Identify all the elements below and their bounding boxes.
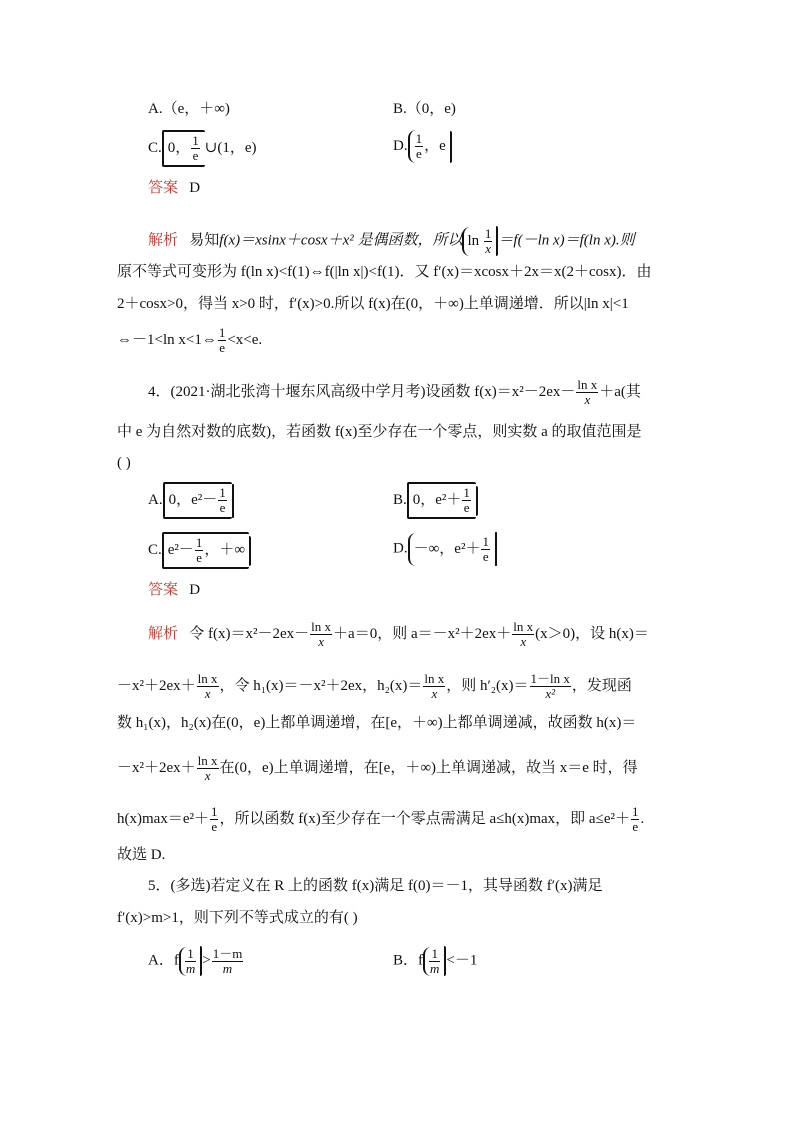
answer-label: 答案 bbox=[148, 180, 179, 196]
q3-option-d-label: D. bbox=[393, 137, 408, 154]
text: ⇔－1<ln x<1⇔ bbox=[117, 331, 217, 348]
fraction: $\frac{1}{e}$ bbox=[482, 533, 489, 564]
text: f(x)＝xsinx＋cosx＋x² 是偶函数，所以 bbox=[219, 232, 463, 249]
fraction: $\frac{\text{ln x}}{x}$ bbox=[577, 377, 598, 407]
fraction: $\frac{\text{ln x}}{x}$ bbox=[513, 619, 534, 649]
bracket bbox=[476, 486, 478, 516]
fraction: $\frac{1}{e}$ bbox=[210, 804, 218, 834]
q3-analysis-line-3: 2＋cosx>0，得当 x>0 时，f′(x)>0.所以 f(x)在(0，＋∞)上单调递增．所以|ln x|<1 bbox=[117, 296, 629, 312]
text: (x＞0)，设 h(x)＝ bbox=[535, 625, 649, 642]
q4-stem-line-3: ( ) bbox=[117, 455, 131, 471]
q3-option-c-tail: ∪(1，e) bbox=[204, 139, 257, 156]
option-label: A. bbox=[148, 491, 163, 508]
interval bbox=[408, 533, 495, 566]
q4-stem-line-2: 中 e 为自然对数的底数)，若函数 f(x)至少存在一个零点，则实数 a 的取值范围是 bbox=[117, 424, 642, 440]
text: . bbox=[640, 810, 645, 827]
q4-option-c bbox=[148, 532, 251, 569]
q5-option-a bbox=[148, 946, 244, 976]
option-label: D. bbox=[393, 540, 408, 557]
interval bbox=[163, 482, 232, 519]
analysis-label: 解析 bbox=[148, 232, 179, 249]
q4-option-b bbox=[393, 482, 478, 519]
q4-option-a bbox=[148, 482, 234, 519]
bracket bbox=[450, 131, 452, 163]
text: 在(0，e)上单调递增，在[e，＋∞)上单调递减，故当 x＝e 时，得 bbox=[219, 759, 638, 776]
text: ＝f(－ln x)＝f(ln x).则 bbox=[498, 232, 635, 249]
fraction: $\frac{1}{e}$ bbox=[463, 485, 470, 515]
text: ，发现函 bbox=[571, 677, 632, 694]
answer-label: 答案 bbox=[148, 582, 179, 598]
q3-option-c-interval: 0， $\frac{1}{e}$ bbox=[162, 130, 205, 167]
q3-option-d bbox=[393, 130, 452, 163]
text: 0，e²－ bbox=[168, 491, 218, 508]
answer-value: D bbox=[189, 582, 201, 598]
fraction: $\frac{\text{1－ln x}}{\text{x²}}$ bbox=[530, 671, 570, 701]
text: 易知 bbox=[189, 232, 220, 249]
q4-option-d bbox=[393, 532, 497, 566]
fraction: $\frac{1}{e}$ bbox=[218, 325, 226, 355]
fraction: $\frac{1}{x}$ bbox=[484, 225, 492, 256]
text: e²－ bbox=[167, 541, 194, 558]
text: <x<e. bbox=[227, 331, 263, 348]
q3-answer bbox=[148, 178, 200, 198]
q3-option-a: A.（e，＋∞) bbox=[148, 101, 230, 117]
q3-analysis-line-1 bbox=[148, 226, 635, 256]
text: 令 f(x)＝x²－2ex－ bbox=[189, 625, 310, 642]
q4-analysis-line-4 bbox=[117, 754, 638, 783]
text: h(x)max＝e²＋ bbox=[117, 810, 209, 827]
q5-option-b bbox=[393, 946, 477, 976]
q5-stem-line-2: f′(x)>m>1，则下列不等式成立的有( ) bbox=[117, 910, 358, 926]
q4-answer bbox=[148, 580, 200, 600]
text: ，＋∞ bbox=[204, 541, 246, 558]
text: > bbox=[202, 952, 211, 969]
text: ，则 h′₂(x)＝ bbox=[446, 677, 529, 694]
text: ＋a(其 bbox=[599, 383, 641, 400]
q3-option-d-interval: $\frac{1}{e}$ ，e bbox=[408, 130, 450, 163]
q4-analysis-line-6: 故选 D. bbox=[117, 847, 166, 863]
q3-analysis-line-4 bbox=[117, 326, 262, 355]
option-label: C. bbox=[148, 541, 162, 558]
paren-expr bbox=[179, 947, 200, 976]
fraction: $\frac{1}{e}$ bbox=[195, 535, 203, 565]
q4-stem-line-1 bbox=[148, 378, 641, 407]
q4-analysis-line-1 bbox=[148, 620, 649, 649]
text: －x²＋2ex＋ bbox=[117, 759, 196, 776]
fraction: $\frac{1}{m}$ bbox=[185, 945, 196, 976]
q4-analysis-line-5 bbox=[117, 805, 644, 834]
text: －x²＋2ex＋ bbox=[117, 677, 196, 694]
text: 4．(2021·湖北张湾十堰东风高级中学月考)设函数 f(x)＝x²－2ex－ bbox=[148, 383, 576, 400]
bracket bbox=[249, 536, 251, 566]
text: ln bbox=[467, 232, 480, 249]
bracket bbox=[200, 946, 202, 976]
fraction: $\frac{\text{ln x}}{x}$ bbox=[311, 619, 332, 649]
q4-analysis-line-2 bbox=[117, 672, 632, 701]
interval bbox=[407, 482, 476, 519]
q3-option-c-label: C. bbox=[148, 139, 162, 156]
q3-analysis-line-2: 原不等式可变形为 f(ln x)<f(1)⇔f(|ln x|)<f(1)．又 f′(x)＝xcosx＋2x＝x(2＋cosx)．由 bbox=[117, 264, 652, 280]
option-label: B. bbox=[393, 491, 407, 508]
answer-value: D bbox=[189, 180, 201, 196]
option-label: A．f bbox=[148, 952, 179, 969]
interval bbox=[162, 532, 249, 569]
text: ，所以函数 f(x)至少存在一个零点需满足 a≤h(x)max，即 a≤e²＋ bbox=[219, 810, 630, 827]
fraction: $\frac{1}{e}$ bbox=[219, 485, 226, 515]
q5-stem-line-1: 5．(多选)若定义在 R 上的函数 f(x)满足 f(0)＝－1，其导函数 f′(x)满足 bbox=[148, 878, 603, 894]
fraction: $\frac{\text{ln x}}{x}$ bbox=[424, 671, 445, 701]
paren-expr bbox=[462, 227, 496, 256]
option-label: B．f bbox=[393, 952, 424, 969]
q3-option-c bbox=[148, 130, 257, 167]
fraction: $\frac{1}{e}$ bbox=[631, 804, 639, 834]
text: ，令 h₁(x)＝－x²＋2ex，h₂(x)＝ bbox=[219, 677, 423, 694]
fraction: $\frac{\text{ln x}}{x}$ bbox=[197, 671, 218, 701]
fraction: $\frac{1-m}{m}$ bbox=[212, 945, 243, 976]
text: －∞，e²＋ bbox=[413, 540, 481, 557]
fraction: $\frac{1}{e}$ bbox=[192, 133, 199, 163]
text: ＋a＝0，则 a＝－x²＋2ex＋ bbox=[333, 625, 512, 642]
fraction: $\frac{1}{e}$ bbox=[415, 131, 423, 161]
q3-option-b: B.（0，e) bbox=[393, 101, 456, 117]
q4-analysis-line-3: 数 h₁(x)，h₂(x)在(0，e)上都单调递增，在[e，＋∞)上都单调递减，故函数 h(x)＝ bbox=[117, 715, 637, 731]
bracket bbox=[232, 484, 234, 518]
bracket bbox=[495, 532, 497, 566]
paren-expr bbox=[423, 947, 444, 976]
text: <－1 bbox=[446, 952, 478, 969]
fraction: $\frac{1}{m}$ bbox=[430, 945, 440, 976]
analysis-label: 解析 bbox=[148, 625, 179, 642]
text: 0，e²＋ bbox=[412, 491, 462, 508]
fraction: $\frac{\text{ln x}}{x}$ bbox=[197, 753, 218, 783]
